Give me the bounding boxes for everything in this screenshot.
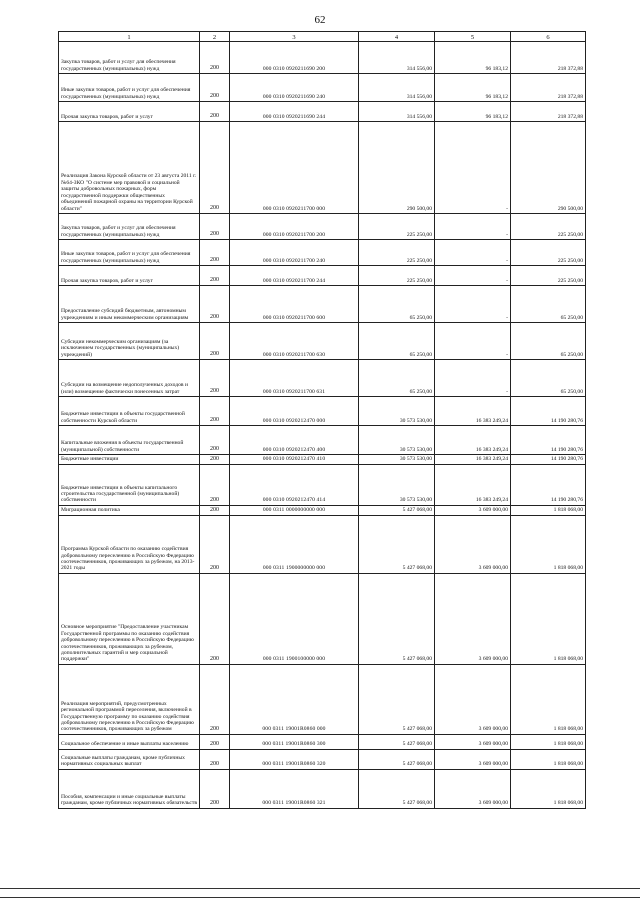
grbs-code: 200: [200, 664, 230, 734]
item-name: Реализация мероприятий, предусмотренных региональной программой переселения, включенной в Государственную программу по оказанию содействия добровольному переселению в Российскую Федерацию соотечественников, проживающих за рубежом: [59, 664, 200, 734]
table-row: [59, 122, 586, 214]
unexecuted-amount: 14 190 280,76: [511, 464, 586, 505]
column-header: 1: [59, 32, 200, 42]
budget-classification-code: 000 0311 19001R0860 300: [230, 734, 359, 749]
grbs-code: 200: [200, 515, 230, 573]
budget-classification-code: 000 0310 0920211700 631: [230, 360, 359, 397]
table-row: [59, 573, 586, 664]
grbs-code: 200: [200, 74, 230, 102]
table-row: [59, 286, 586, 323]
grbs-code: 200: [200, 749, 230, 769]
page-number: 62: [314, 14, 326, 26]
item-name: Иные закупки товаров, работ и услуг для обеспечения государственных (муниципальных) нужд: [59, 240, 200, 266]
executed-amount: 16 383 249,24: [435, 397, 511, 426]
approved-amount: 5 427 068,00: [359, 734, 435, 749]
table-row: [59, 102, 586, 122]
table-row: [59, 266, 586, 286]
table-row: [59, 664, 586, 734]
budget-classification-code: 000 0310 0920211690 244: [230, 102, 359, 122]
approved-amount: 5 427 068,00: [359, 505, 435, 515]
executed-amount: 96 183,12: [435, 42, 511, 74]
table-row: [59, 749, 586, 769]
column-header: 2: [200, 32, 230, 42]
item-name: Основное мероприятие "Предоставление участникам Государственной программы по оказанию содействия добровольному переселению в Российскую Федерацию соотечественников, проживающих за рубежом, дополнительных гарантий и мер социальной поддержки": [59, 573, 200, 664]
approved-amount: 65 250,00: [359, 323, 435, 360]
approved-amount: 65 250,00: [359, 286, 435, 323]
budget-classification-code: 000 0310 0920212470 400: [230, 426, 359, 455]
unexecuted-amount: 1 818 068,00: [511, 749, 586, 769]
item-name: Прочая закупка товаров, работ и услуг: [59, 266, 200, 286]
budget-classification-code: 000 0310 0920212470 410: [230, 455, 359, 465]
executed-amount: 96 183,12: [435, 102, 511, 122]
unexecuted-amount: 65 250,00: [511, 360, 586, 397]
budget-classification-code: 000 0310 0920211700 240: [230, 240, 359, 266]
table-row: [59, 455, 586, 465]
approved-amount: 5 427 068,00: [359, 769, 435, 808]
table-row: [59, 769, 586, 808]
unexecuted-amount: 290 500,00: [511, 122, 586, 214]
executed-amount: -: [435, 266, 511, 286]
unexecuted-amount: 225 250,00: [511, 266, 586, 286]
approved-amount: 30 573 530,00: [359, 464, 435, 505]
table-row: [59, 426, 586, 455]
approved-amount: 5 427 068,00: [359, 749, 435, 769]
unexecuted-amount: 1 818 068,00: [511, 664, 586, 734]
executed-amount: 3 609 000,00: [435, 769, 511, 808]
item-name: Пособия, компенсации и иные социальные выплаты гражданам, кроме публичных нормативных обязательств: [59, 769, 200, 808]
approved-amount: 5 427 068,00: [359, 664, 435, 734]
unexecuted-amount: 65 250,00: [511, 323, 586, 360]
column-header: 4: [359, 32, 435, 42]
unexecuted-amount: 1 818 068,00: [511, 505, 586, 515]
table-row: [59, 240, 586, 266]
unexecuted-amount: 218 372,88: [511, 74, 586, 102]
executed-amount: -: [435, 323, 511, 360]
executed-amount: 16 383 249,24: [435, 455, 511, 465]
executed-amount: 96 183,12: [435, 74, 511, 102]
table-row: [59, 505, 586, 515]
grbs-code: 200: [200, 464, 230, 505]
table-row: [59, 515, 586, 573]
grbs-code: 200: [200, 266, 230, 286]
budget-classification-code: 000 0310 0920212470 414: [230, 464, 359, 505]
grbs-code: 200: [200, 769, 230, 808]
approved-amount: 30 573 530,00: [359, 397, 435, 426]
unexecuted-amount: 225 250,00: [511, 240, 586, 266]
item-name: Бюджетные инвестиции в объекты государственной собственности Курской области: [59, 397, 200, 426]
grbs-code: 200: [200, 505, 230, 515]
budget-classification-code: 000 0311 1900100000 000: [230, 573, 359, 664]
approved-amount: 225 250,00: [359, 266, 435, 286]
table-row: [59, 42, 586, 74]
item-name: Бюджетные инвестиции: [59, 455, 200, 465]
budget-classification-code: 000 0311 19001R0860 321: [230, 769, 359, 808]
bottom-rule: [0, 897, 640, 898]
column-header: 6: [511, 32, 586, 42]
budget-classification-code: 000 0310 0920211690 200: [230, 42, 359, 74]
executed-amount: -: [435, 286, 511, 323]
budget-classification-code: 000 0310 0920211700 600: [230, 286, 359, 323]
approved-amount: 65 250,00: [359, 360, 435, 397]
approved-amount: 30 573 530,00: [359, 426, 435, 455]
approved-amount: 290 500,00: [359, 122, 435, 214]
budget-classification-code: 000 0310 0920212470 000: [230, 397, 359, 426]
executed-amount: -: [435, 122, 511, 214]
item-name: Реализация Закона Курской области от 23 августа 2011 г. №64-ЗКО "О системе мер правовой и социальной защиты добровольных пожарных, форм государственной поддержки общественных объединений пожарной охраны на территории Курской области": [59, 122, 200, 214]
item-name: Иные закупки товаров, работ и услуг для обеспечения государственных (муниципальных) нужд: [59, 74, 200, 102]
budget-classification-code: 000 0311 0000000000 000: [230, 505, 359, 515]
unexecuted-amount: 14 190 280,76: [511, 397, 586, 426]
budget-table: [58, 31, 586, 809]
executed-amount: -: [435, 360, 511, 397]
grbs-code: 200: [200, 455, 230, 465]
unexecuted-amount: 218 372,88: [511, 42, 586, 74]
item-name: Субсидии некоммерческим организациям (за исключением государственных (муниципальных) учреждений): [59, 323, 200, 360]
executed-amount: 3 609 000,00: [435, 734, 511, 749]
budget-classification-code: 000 0310 0920211700 000: [230, 122, 359, 214]
grbs-code: 200: [200, 286, 230, 323]
approved-amount: 225 250,00: [359, 240, 435, 266]
unexecuted-amount: 225 250,00: [511, 214, 586, 240]
item-name: Социальные выплаты гражданам, кроме публичных нормативных социальных выплат: [59, 749, 200, 769]
grbs-code: 200: [200, 214, 230, 240]
grbs-code: 200: [200, 734, 230, 749]
budget-classification-code: 000 0311 1900000000 000: [230, 515, 359, 573]
item-name: Предоставление субсидий бюджетным, автономным учреждениям и иным некоммерческим организациям: [59, 286, 200, 323]
executed-amount: 16 383 249,24: [435, 426, 511, 455]
grbs-code: 200: [200, 323, 230, 360]
grbs-code: 200: [200, 122, 230, 214]
grbs-code: 200: [200, 240, 230, 266]
executed-amount: 16 383 249,24: [435, 464, 511, 505]
approved-amount: 314 556,00: [359, 74, 435, 102]
unexecuted-amount: 14 190 280,76: [511, 426, 586, 455]
table-row: [59, 734, 586, 749]
budget-classification-code: 000 0311 19001R0860 320: [230, 749, 359, 769]
table-row: [59, 74, 586, 102]
item-name: Программа Курской области по оказанию содействия добровольному переселению в Российскую Федерацию соотечественников, проживающих за рубежом, на 2013-2021 годы: [59, 515, 200, 573]
unexecuted-amount: 1 818 068,00: [511, 573, 586, 664]
table-row: [59, 214, 586, 240]
item-name: Капитальные вложения в объекты государственной (муниципальной) собственности: [59, 426, 200, 455]
approved-amount: 30 573 530,00: [359, 455, 435, 465]
budget-classification-code: 000 0310 0920211700 630: [230, 323, 359, 360]
executed-amount: 3 609 000,00: [435, 749, 511, 769]
executed-amount: -: [435, 240, 511, 266]
table-row: [59, 397, 586, 426]
grbs-code: 200: [200, 397, 230, 426]
grbs-code: 200: [200, 573, 230, 664]
unexecuted-amount: 65 250,00: [511, 286, 586, 323]
executed-amount: 3 609 000,00: [435, 515, 511, 573]
executed-amount: 3 609 000,00: [435, 505, 511, 515]
unexecuted-amount: 14 190 280,76: [511, 455, 586, 465]
item-name: Прочая закупка товаров, работ и услуг: [59, 102, 200, 122]
approved-amount: 5 427 068,00: [359, 515, 435, 573]
grbs-code: 200: [200, 360, 230, 397]
executed-amount: 3 609 000,00: [435, 573, 511, 664]
budget-classification-code: 000 0310 0920211690 240: [230, 74, 359, 102]
grbs-code: 200: [200, 426, 230, 455]
grbs-code: 200: [200, 42, 230, 74]
column-header: 5: [435, 32, 511, 42]
item-name: Социальное обеспечение и иные выплаты населению: [59, 734, 200, 749]
approved-amount: 314 556,00: [359, 42, 435, 74]
item-name: Миграционная политика: [59, 505, 200, 515]
table-row: [59, 323, 586, 360]
unexecuted-amount: 218 372,88: [511, 102, 586, 122]
approved-amount: 225 250,00: [359, 214, 435, 240]
item-name: Закупка товаров, работ и услуг для обеспечения государственных (муниципальных) нужд: [59, 214, 200, 240]
executed-amount: -: [435, 214, 511, 240]
bottom-rule: [0, 888, 640, 889]
budget-classification-code: 000 0310 0920211700 200: [230, 214, 359, 240]
unexecuted-amount: 1 818 068,00: [511, 734, 586, 749]
item-name: Закупка товаров, работ и услуг для обеспечения государственных (муниципальных) нужд: [59, 42, 200, 74]
approved-amount: 314 556,00: [359, 102, 435, 122]
unexecuted-amount: 1 818 068,00: [511, 515, 586, 573]
item-name: Субсидии на возмещение недополученных доходов и (или) возмещение фактически понесенных затрат: [59, 360, 200, 397]
approved-amount: 5 427 068,00: [359, 573, 435, 664]
unexecuted-amount: 1 818 068,00: [511, 769, 586, 808]
budget-classification-code: 000 0310 0920211700 244: [230, 266, 359, 286]
table-row: [59, 360, 586, 397]
table-row: [59, 464, 586, 505]
column-header: 3: [230, 32, 359, 42]
budget-classification-code: 000 0311 19001R0860 000: [230, 664, 359, 734]
header-row: [59, 32, 586, 42]
item-name: Бюджетные инвестиции в объекты капитального строительства государственной (муниципальной) собственности: [59, 464, 200, 505]
grbs-code: 200: [200, 102, 230, 122]
executed-amount: 3 609 000,00: [435, 664, 511, 734]
